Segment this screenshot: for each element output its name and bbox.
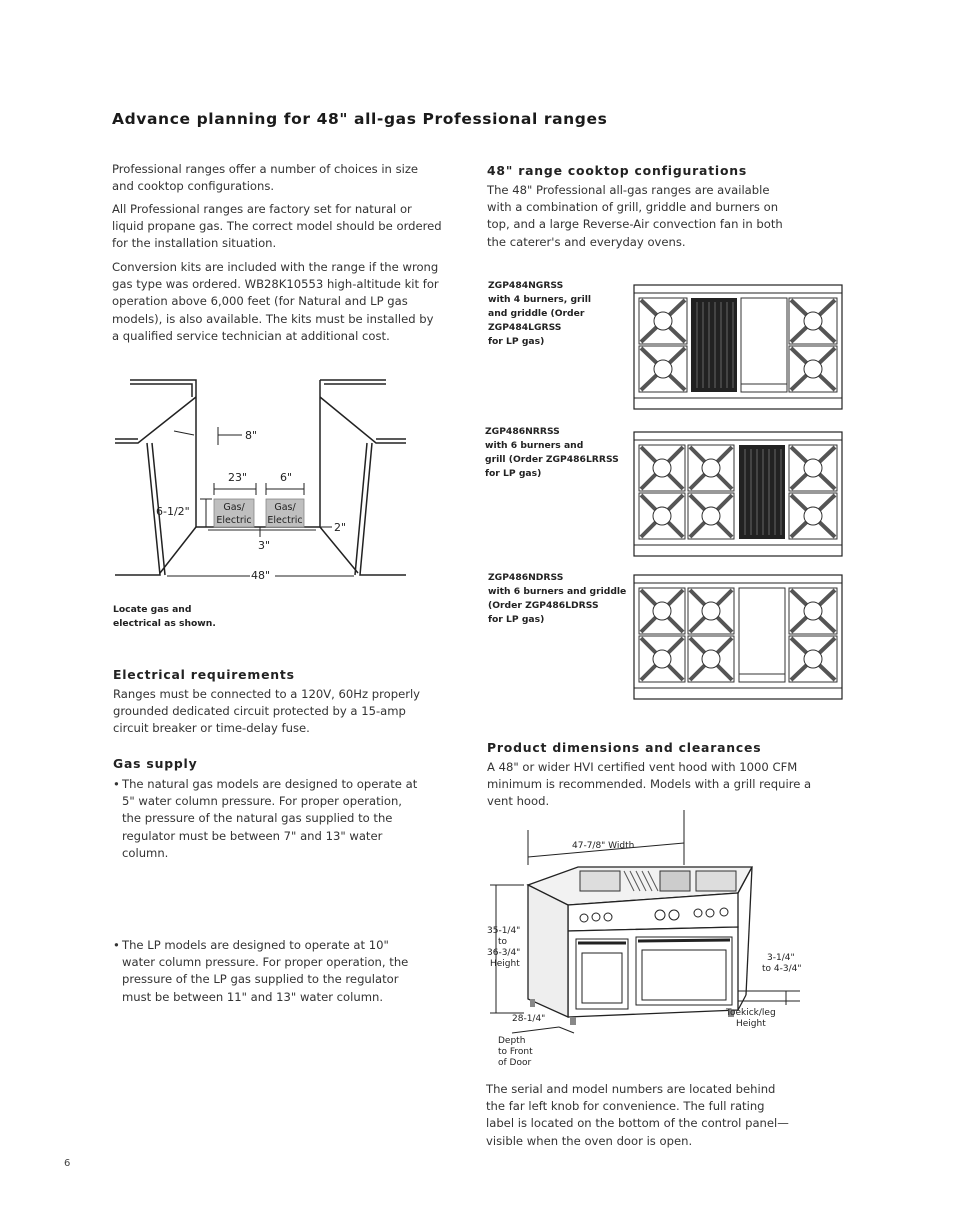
dimensions-heading: Product dimensions and clearances (487, 740, 762, 755)
page-number: 6 (64, 1158, 71, 1169)
intro-paragraph-1: Professional ranges offer a number of choices in size and cooktop configurations. (112, 162, 419, 194)
config-caption-3: ZGP486NDRSS with 6 burners and griddle (Order ZGP486LDRSS for LP gas) (488, 572, 627, 625)
toekick-label-1: 3-1/4" (767, 953, 795, 963)
gas-bullet-1: • The natural gas models are designed to operate at 5" water column pressure. For proper operation, the pressure of the natural gas supplied to the regulator must be between 7" and 13" water column. (113, 776, 422, 862)
electrical-heading: Electrical requirements (113, 667, 295, 682)
serial-number-text: The serial and model numbers are located behind the far left knob for convenience. The full rating label is located on the bottom of the control panel—visible when the oven door is open. (486, 1082, 789, 1148)
page-title: Advance planning for 48" all-gas Professional ranges (112, 110, 608, 128)
height-label-3: 36-3/4" (487, 948, 521, 958)
box-right-label-2: Electric (267, 515, 303, 526)
depth-label-3: of Door (498, 1058, 532, 1068)
gas-heading: Gas supply (113, 756, 198, 771)
intro-paragraph-3: Conversion kits are included with the range if the wrong gas type was ordered. WB28K10553 high-altitude kit for operation above 6,000 feet (for Natural and LP gas models), is also available. The kits must be installed by a qualified service technician at additional cost. (112, 260, 439, 343)
cooktop-config-6-burners-griddle (633, 574, 843, 700)
gas-bullet-2: • The LP models are designed to operate at 10" water column pressure. For proper operation, the pressure of the LP gas supplied to the regulator must be between 11" and 13" water column. (113, 937, 422, 1006)
box-left-label-1: Gas/ (223, 502, 245, 513)
dim-8: 8" (245, 429, 258, 442)
cooktop-text: The 48" Professional all-gas ranges are available with a combination of grill, griddle and burners on top, and a large Reverse-Air convection fan in both the caterer's and everyday ovens. (487, 183, 783, 249)
grill-icon (739, 445, 785, 539)
intro-paragraph-2: All Professional ranges are factory set for natural or liquid propane gas. The correct model should be ordered for the installation situation. (112, 202, 442, 251)
dim-2: 2" (334, 521, 347, 534)
cooktop-config-6-burners-grill (633, 431, 843, 557)
height-label-2: to (498, 937, 508, 947)
config-caption-2: ZGP486NRRSS with 6 burners and grill (Order ZGP486LRRSS for LP gas) (485, 426, 619, 479)
toekick-label-4: Height (736, 1019, 766, 1029)
box-left-label-2: Electric (216, 515, 252, 526)
dimensions-text: A 48" or wider HVI certified vent hood with 1000 CFM minimum is recommended. Models with a grill require a vent hood. (487, 760, 812, 809)
depth-value: 28-1/4" (512, 1014, 546, 1024)
depth-label-1: Depth (498, 1036, 526, 1046)
range-dimensions-diagram (484, 805, 814, 1075)
dim-6-1-2: 6-1/2" (156, 505, 190, 518)
cooktop-heading: 48" range cooktop configurations (487, 163, 748, 178)
electrical-text: Ranges must be connected to a 120V, 60Hz properly grounded dedicated circuit protected by a 15-amp circuit breaker or time-delay fuse. (113, 687, 421, 736)
gas-electric-location-diagram (110, 375, 420, 590)
grill-icon (691, 298, 737, 392)
toekick-label-2: to 4-3/4" (762, 964, 802, 974)
dim-3: 3" (258, 539, 271, 552)
dim-48: 48" (251, 569, 271, 582)
box-right-label-1: Gas/ (274, 502, 296, 513)
griddle-icon (739, 588, 785, 682)
height-label-1: 35-1/4" (487, 926, 521, 936)
height-label-4: Height (490, 959, 520, 969)
dim-6: 6" (280, 471, 293, 484)
dim-23: 23" (228, 471, 248, 484)
config-caption-1: ZGP484NGRSS with 4 burners, grill and griddle (Order ZGP484LGRSS for LP gas) (488, 280, 592, 347)
width-label: 47-7/8" Width (572, 841, 635, 851)
cooktop-config-4-burners-grill-griddle (633, 284, 843, 410)
toekick-label-3: Toekick/leg (726, 1008, 776, 1018)
griddle-icon (741, 298, 787, 392)
depth-label-2: to Front (498, 1047, 533, 1057)
diagram-caption: Locate gas and electrical as shown. (113, 604, 216, 629)
